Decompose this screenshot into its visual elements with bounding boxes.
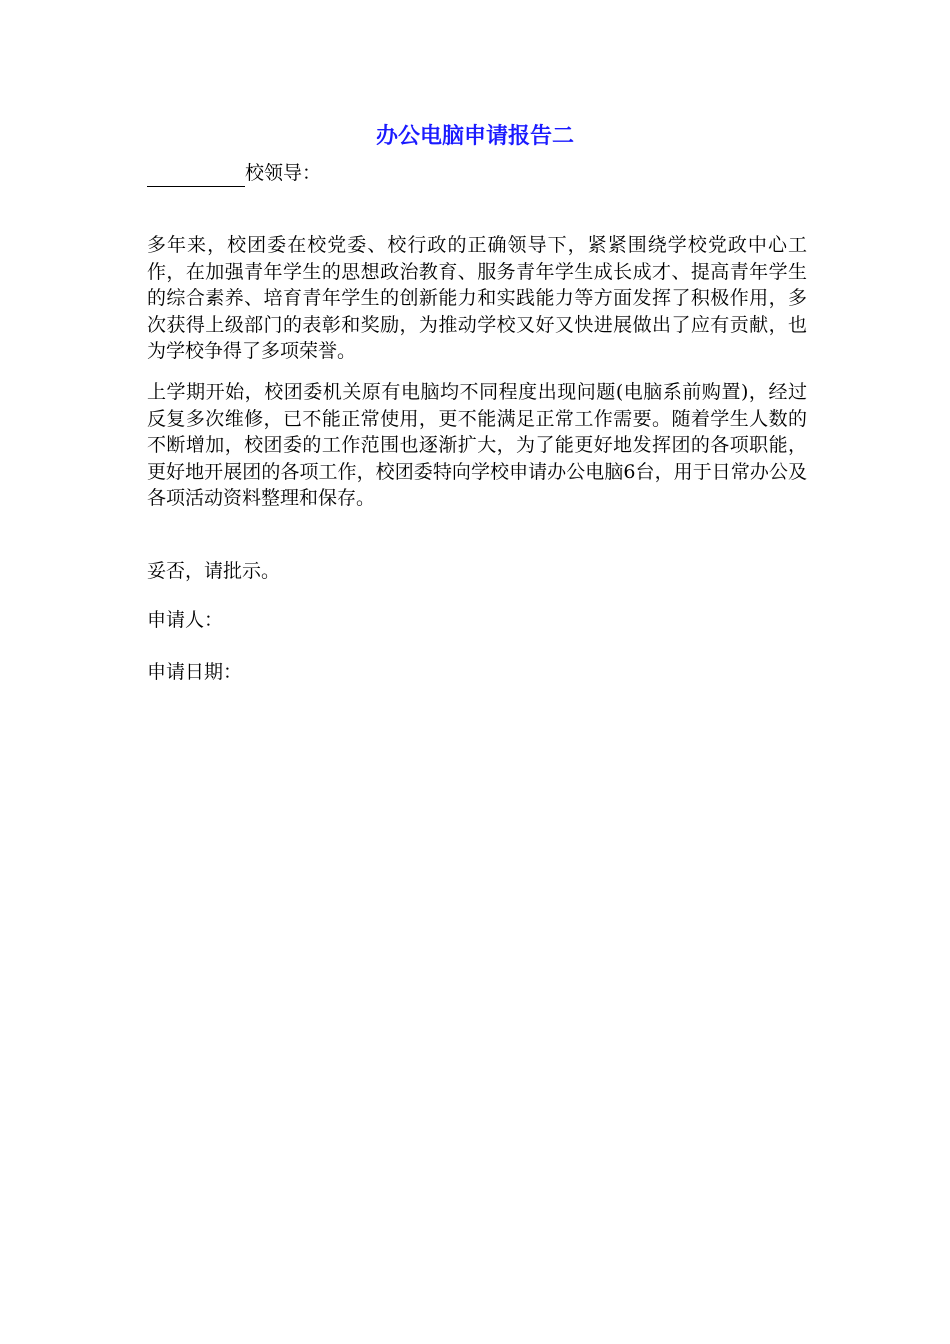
salutation-line — [147, 160, 807, 187]
addressee-blank — [147, 166, 245, 187]
paragraph-approval: 妥否，请批示。 — [147, 560, 281, 582]
salutation-text: 校领导： — [245, 162, 322, 184]
paragraph-intro: 多年来，校团委在校党委、校行政的正确领导下，紧紧围绕学校党政中心工作，在加强青年学生的思想政治教育、服务青年学生成长成才、提高青年学生的综合素养、培育青年学生的创新能力和实践能力等方面发挥了积极作用，多次获得上级部门的表彰和奖励，为推动学校又好又快进展做出了应有贡献，也为学校争得了多项荣誉。 — [147, 234, 807, 362]
applicant-label: 申请人： — [147, 609, 224, 631]
date-label: 申请日期： — [147, 661, 243, 683]
document-title: 办公电脑申请报告二 — [375, 124, 574, 149]
paragraph-request: 上学期开始，校团委机关原有电脑均不同程度出现问题(电脑系前购置)，经过反复多次维修，已不能正常使用，更不能满足正常工作需要。随着学生人数的不断增加，校团委的工作范围也逐渐扩大，为了能更好地发挥团的各项职能，更好地开展团的各项工作，校团委特向学校申请办公电脑6台，用于日常办公及各项活动资料整理和保存。 — [147, 381, 807, 509]
